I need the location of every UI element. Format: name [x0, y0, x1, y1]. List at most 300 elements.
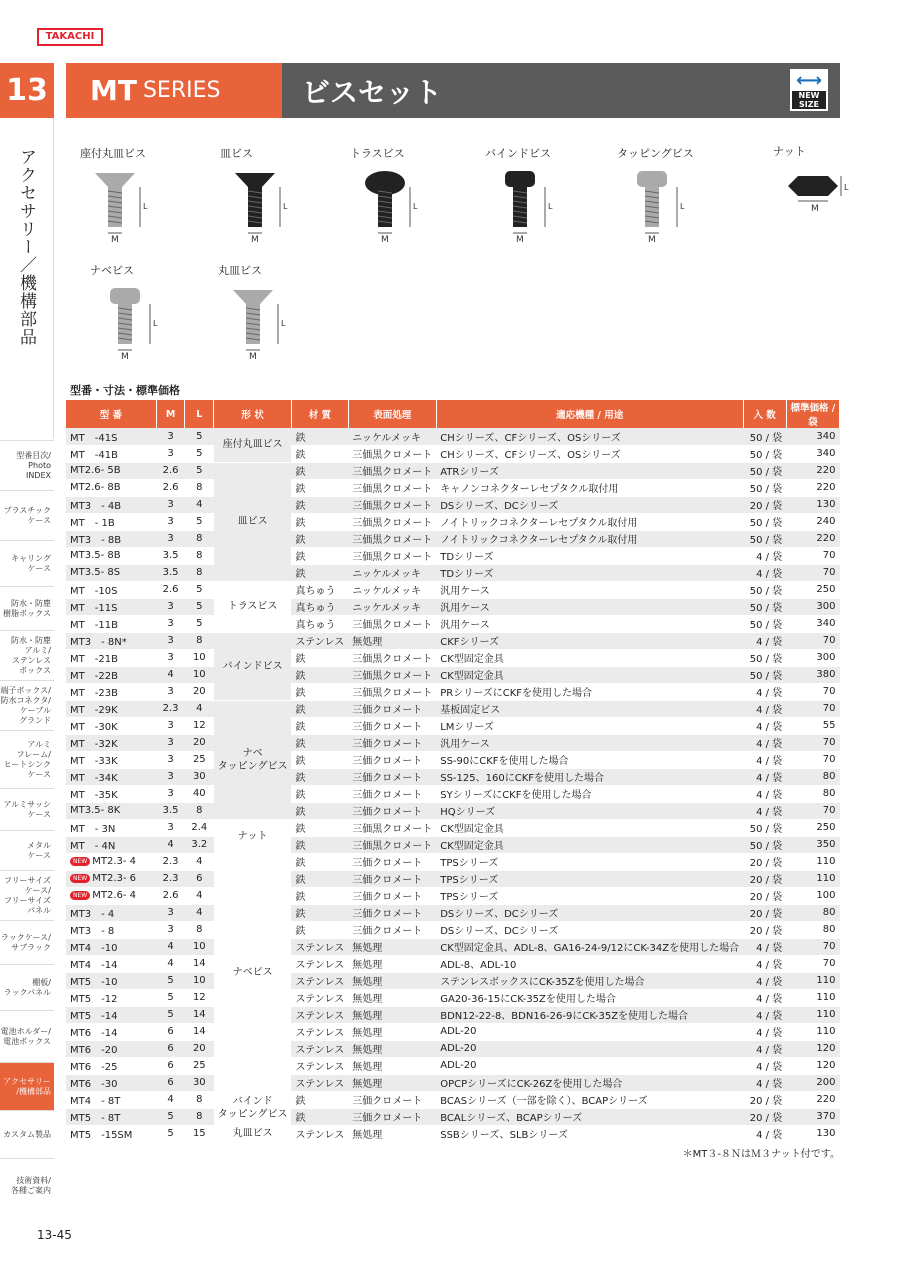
sidebar-item-label: 電池ホルダー/ 電池ボックス — [0, 1026, 51, 1046]
product-illustration — [90, 262, 190, 362]
cell-finish: ニッケルメッキ — [348, 428, 436, 445]
screw-icon — [230, 163, 300, 246]
cell-price: 80 — [786, 785, 839, 802]
column-header: 適応機種 / 用途 — [436, 400, 743, 428]
cell-price: 130 — [786, 1125, 839, 1142]
sidebar-item-8[interactable] — [0, 830, 54, 870]
sidebar-item-label: 棚板/ ラックパネル — [3, 977, 51, 997]
table-row — [66, 1040, 840, 1057]
sidebar — [0, 118, 54, 438]
cell-material: ステンレス — [291, 1006, 348, 1023]
column-header: 形 状 — [214, 400, 292, 428]
cell-m: 3 — [156, 632, 185, 649]
new-size-text: NEW SIZE — [792, 91, 826, 109]
cell-material: ステンレス — [291, 955, 348, 972]
cell-finish: 三価クロメート — [348, 870, 436, 887]
table-row — [66, 1006, 840, 1023]
cell-price: 70 — [786, 734, 839, 751]
svg-text:L: L — [153, 319, 158, 328]
table-row — [66, 1125, 840, 1142]
cell-model: MT3 - 8 — [66, 921, 156, 938]
cell-finish: 無処理 — [348, 632, 436, 649]
cell-finish: 三価クロメート — [348, 734, 436, 751]
product-illustration — [617, 145, 717, 245]
sidebar-item-14[interactable] — [0, 1110, 54, 1158]
cell-finish: 無処理 — [348, 1057, 436, 1074]
cell-material: 鉄 — [291, 496, 348, 513]
cell-l: 30 — [185, 1074, 214, 1091]
cell-m: 6 — [156, 1040, 185, 1057]
cell-m: 3 — [156, 649, 185, 666]
column-header: 表面処理 — [348, 400, 436, 428]
cell-m: 5 — [156, 989, 185, 1006]
cell-l: 10 — [185, 666, 214, 683]
sidebar-item-3[interactable] — [0, 586, 54, 630]
cell-finish: 三価クロメート — [348, 921, 436, 938]
cell-material: 鉄 — [291, 921, 348, 938]
cell-model: MT3.5- 8K — [66, 802, 156, 819]
cell-price: 100 — [786, 887, 839, 904]
cell-price: 80 — [786, 768, 839, 785]
cell-application: DSシリーズ、DCシリーズ — [436, 921, 743, 938]
cell-l: 5 — [185, 428, 214, 445]
table-row — [66, 1091, 840, 1108]
cell-l: 40 — [185, 785, 214, 802]
cell-l: 10 — [185, 649, 214, 666]
cell-price: 300 — [786, 649, 839, 666]
cell-m: 4 — [156, 666, 185, 683]
sidebar-item-11[interactable] — [0, 964, 54, 1010]
table-row — [66, 717, 840, 734]
table-row — [66, 462, 840, 479]
cell-m: 3 — [156, 904, 185, 921]
cell-finish: 無処理 — [348, 1074, 436, 1091]
table-row — [66, 564, 840, 581]
cell-material: 鉄 — [291, 547, 348, 564]
cell-l: 5 — [185, 581, 214, 598]
table-row — [66, 428, 840, 445]
cell-model: MT6 -20 — [66, 1040, 156, 1057]
cell-finish: 三価クロメート — [348, 904, 436, 921]
table-row — [66, 496, 840, 513]
cell-finish: ニッケルメッキ — [348, 564, 436, 581]
product-name: 皿ビス — [220, 147, 253, 160]
cell-l: 8 — [185, 479, 214, 496]
cell-finish: 三価黒クロメート — [348, 819, 436, 836]
sidebar-item-label: アルミサッシ ケース — [3, 799, 51, 819]
cell-finish: 三価黒クロメート — [348, 462, 436, 479]
sidebar-item-15[interactable] — [0, 1158, 54, 1213]
sidebar-item-6[interactable] — [0, 730, 54, 788]
cell-model: MT -21B — [66, 649, 156, 666]
cell-finish: 三価黒クロメート — [348, 513, 436, 530]
cell-application: BCASシリーズ（一部を除く）、BCAPシリーズ — [436, 1091, 743, 1108]
cell-finish: 三価黒クロメート — [348, 666, 436, 683]
cell-material: ステンレス — [291, 1074, 348, 1091]
column-header: 標準価格 / 袋 — [786, 400, 839, 428]
cell-finish: 無処理 — [348, 989, 436, 1006]
cell-m: 3 — [156, 530, 185, 547]
cell-model: MT4 -10 — [66, 938, 156, 955]
table-row — [66, 683, 840, 700]
cell-application: ATRシリーズ — [436, 462, 743, 479]
cell-material: ステンレス — [291, 989, 348, 1006]
cell-quantity: 4 / 袋 — [743, 972, 786, 989]
cell-material: 鉄 — [291, 683, 348, 700]
sidebar-item-10[interactable] — [0, 920, 54, 964]
cell-application: CK型固定金具 — [436, 836, 743, 853]
cell-application: ADL-20 — [436, 1057, 743, 1074]
chapter-number: 13 — [0, 63, 54, 118]
table-row — [66, 989, 840, 1006]
cell-finish: 三価黒クロメート — [348, 496, 436, 513]
cell-l: 20 — [185, 1040, 214, 1057]
cell-l: 4 — [185, 904, 214, 921]
cell-finish: 三価クロメート — [348, 1108, 436, 1125]
cell-shape: ナベ タッピングビス — [214, 700, 292, 819]
cell-shape: ナベビス — [214, 853, 292, 1091]
cell-l: 8 — [185, 802, 214, 819]
cell-price: 200 — [786, 1074, 839, 1091]
cell-quantity: 4 / 袋 — [743, 785, 786, 802]
page-header — [66, 63, 840, 118]
cell-shape: 皿ビス — [214, 462, 292, 581]
sidebar-item-4[interactable] — [0, 630, 54, 680]
cell-finish: 三価黒クロメート — [348, 683, 436, 700]
cell-material: ステンレス — [291, 938, 348, 955]
cell-application: CHシリーズ、CFシリーズ、OSシリーズ — [436, 445, 743, 462]
sidebar-item-12[interactable] — [0, 1010, 54, 1062]
cell-l: 14 — [185, 1023, 214, 1040]
product-name: ナット — [773, 145, 806, 158]
svg-text:L: L — [548, 202, 553, 211]
cell-m: 5 — [156, 972, 185, 989]
table-row — [66, 802, 840, 819]
cell-finish: ニッケルメッキ — [348, 581, 436, 598]
screw-icon — [228, 280, 298, 363]
cell-model: MT5 -15SM — [66, 1125, 156, 1142]
sidebar-item-label: フリーサイズ ケース/ フリーサイズ パネル — [3, 875, 51, 915]
cell-quantity: 20 / 袋 — [743, 1091, 786, 1108]
cell-quantity: 4 / 袋 — [743, 1006, 786, 1023]
cell-application: SS-90にCKFを使用した場合 — [436, 751, 743, 768]
cell-material: 鉄 — [291, 666, 348, 683]
cell-model: MT -23B — [66, 683, 156, 700]
series-mt: MT — [90, 74, 137, 107]
table-row — [66, 1108, 840, 1125]
cell-finish: 無処理 — [348, 972, 436, 989]
table-row — [66, 547, 840, 564]
cell-application: GA20-36-15にCK-35Zを使用した場合 — [436, 989, 743, 1006]
product-illustration — [220, 145, 320, 245]
cell-l: 30 — [185, 768, 214, 785]
sidebar-item-label: キャリング ケース — [11, 553, 51, 573]
cell-application: CK型固定金具 — [436, 819, 743, 836]
cell-finish: 三価クロメート — [348, 751, 436, 768]
sidebar-item-5[interactable] — [0, 680, 54, 730]
cell-model: NEW MT2.3- 4 — [66, 853, 156, 870]
table-row — [66, 1074, 840, 1091]
cell-application: TDシリーズ — [436, 547, 743, 564]
cell-l: 4 — [185, 496, 214, 513]
cell-quantity: 4 / 袋 — [743, 751, 786, 768]
cell-material: 鉄 — [291, 649, 348, 666]
cell-price: 70 — [786, 955, 839, 972]
cell-finish: 無処理 — [348, 938, 436, 955]
cell-application: CHシリーズ、CFシリーズ、OSシリーズ — [436, 428, 743, 445]
cell-model: MT2.6- 8B — [66, 479, 156, 496]
cell-model: MT5 -14 — [66, 1006, 156, 1023]
cell-l: 14 — [185, 955, 214, 972]
cell-price: 80 — [786, 904, 839, 921]
svg-text:L: L — [844, 183, 849, 192]
table-row — [66, 445, 840, 462]
cell-quantity: 4 / 袋 — [743, 700, 786, 717]
cell-application: TPSシリーズ — [436, 887, 743, 904]
cell-material: 鉄 — [291, 870, 348, 887]
cell-finish: 無処理 — [348, 1006, 436, 1023]
cell-l: 5 — [185, 462, 214, 479]
cell-l: 5 — [185, 615, 214, 632]
sidebar-item-label: カスタム製品 — [3, 1129, 51, 1139]
cell-finish: 三価クロメート — [348, 887, 436, 904]
cell-material: 鉄 — [291, 853, 348, 870]
cell-quantity: 20 / 袋 — [743, 496, 786, 513]
cell-quantity: 4 / 袋 — [743, 989, 786, 1006]
cell-quantity: 50 / 袋 — [743, 615, 786, 632]
cell-quantity: 50 / 袋 — [743, 819, 786, 836]
cell-finish: 三価クロメート — [348, 1091, 436, 1108]
cell-shape: 丸皿ビス — [214, 1125, 292, 1142]
sidebar-item-label: プラスチック ケース — [3, 505, 51, 525]
cell-material: 鉄 — [291, 768, 348, 785]
cell-shape: トラスビス — [214, 581, 292, 632]
cell-finish: 三価黒クロメート — [348, 445, 436, 462]
cell-finish: 三価クロメート — [348, 785, 436, 802]
screw-icon — [360, 163, 430, 246]
table-row — [66, 938, 840, 955]
screw-icon — [100, 280, 170, 363]
cell-m: 4 — [156, 1091, 185, 1108]
cell-quantity: 4 / 袋 — [743, 734, 786, 751]
cell-model: MT4 -14 — [66, 955, 156, 972]
svg-text:M: M — [249, 352, 257, 360]
sidebar-item-13[interactable] — [0, 1062, 54, 1110]
table-row — [66, 904, 840, 921]
cell-application: SYシリーズにCKFを使用した場合 — [436, 785, 743, 802]
cell-model: MT6 -30 — [66, 1074, 156, 1091]
cell-l: 8 — [185, 547, 214, 564]
cell-model: MT2.6- 5B — [66, 462, 156, 479]
cell-m: 3 — [156, 819, 185, 836]
cell-finish: 三価クロメート — [348, 717, 436, 734]
cell-l: 3.2 — [185, 836, 214, 853]
cell-application: HQシリーズ — [436, 802, 743, 819]
product-illustration — [80, 145, 180, 245]
cell-model: MT -11S — [66, 598, 156, 615]
cell-l: 25 — [185, 1057, 214, 1074]
cell-l: 14 — [185, 1006, 214, 1023]
cell-application: TPSシリーズ — [436, 870, 743, 887]
cell-material: 鉄 — [291, 1091, 348, 1108]
cell-m: 3 — [156, 785, 185, 802]
cell-finish: 無処理 — [348, 1023, 436, 1040]
table-row — [66, 513, 840, 530]
cell-price: 220 — [786, 1091, 839, 1108]
cell-price: 340 — [786, 428, 839, 445]
cell-material: 鉄 — [291, 700, 348, 717]
cell-l: 5 — [185, 598, 214, 615]
cell-material: 鉄 — [291, 819, 348, 836]
cell-price: 70 — [786, 700, 839, 717]
sidebar-current-label: アクセサリー／機構部品 — [16, 148, 36, 346]
column-header: 型 番 — [66, 400, 156, 428]
cell-price: 110 — [786, 972, 839, 989]
cell-price: 220 — [786, 479, 839, 496]
cell-m: 2.6 — [156, 479, 185, 496]
cell-material: 鉄 — [291, 751, 348, 768]
cell-shape: バインド タッピングビス — [214, 1091, 292, 1125]
cell-l: 10 — [185, 938, 214, 955]
cell-application: ノイトリックコネクターレセプタクル取付用 — [436, 530, 743, 547]
cell-finish: 無処理 — [348, 1040, 436, 1057]
cell-application: BDN12-22-8、BDN16-26-9にCK-35Zを使用した場合 — [436, 1006, 743, 1023]
cell-application: DSシリーズ、DCシリーズ — [436, 904, 743, 921]
svg-text:M: M — [648, 235, 656, 243]
cell-price: 55 — [786, 717, 839, 734]
cell-material: 鉄 — [291, 785, 348, 802]
cell-shape: 座付丸皿ビス — [214, 428, 292, 462]
cell-price: 120 — [786, 1057, 839, 1074]
product-name: 丸皿ビス — [218, 264, 262, 277]
cell-material: ステンレス — [291, 1125, 348, 1142]
svg-text:L: L — [283, 202, 288, 211]
cell-l: 5 — [185, 513, 214, 530]
table-row — [66, 870, 840, 887]
cell-model: MT -11B — [66, 615, 156, 632]
product-name: バインドビス — [485, 147, 551, 160]
cell-quantity: 20 / 袋 — [743, 870, 786, 887]
sidebar-item-label: アルミ フレーム/ ヒートシンク ケース — [3, 739, 51, 779]
sidebar-item-9[interactable] — [0, 870, 54, 920]
sidebar-item-label: 型番目次/ Photo INDEX — [16, 450, 51, 480]
cell-price: 340 — [786, 615, 839, 632]
cell-finish: ニッケルメッキ — [348, 598, 436, 615]
cell-application: PRシリーズにCKFを使用した場合 — [436, 683, 743, 700]
cell-quantity: 50 / 袋 — [743, 598, 786, 615]
cell-quantity: 50 / 袋 — [743, 428, 786, 445]
product-illustration — [350, 145, 450, 245]
cell-finish: 三価クロメート — [348, 853, 436, 870]
cell-quantity: 20 / 袋 — [743, 904, 786, 921]
cell-material: 鉄 — [291, 836, 348, 853]
cell-quantity: 4 / 袋 — [743, 955, 786, 972]
cell-quantity: 4 / 袋 — [743, 547, 786, 564]
cell-model: MT -35K — [66, 785, 156, 802]
table-row — [66, 853, 840, 870]
cell-l: 8 — [185, 1091, 214, 1108]
cell-l: 4 — [185, 700, 214, 717]
cell-model: MT6 -25 — [66, 1057, 156, 1074]
cell-quantity: 20 / 袋 — [743, 921, 786, 938]
table-row — [66, 1057, 840, 1074]
cell-quantity: 4 / 袋 — [743, 1040, 786, 1057]
cell-quantity: 50 / 袋 — [743, 581, 786, 598]
cell-quantity: 50 / 袋 — [743, 445, 786, 462]
cell-price: 110 — [786, 1006, 839, 1023]
svg-text:L: L — [413, 202, 418, 211]
table-row — [66, 836, 840, 853]
cell-m: 2.6 — [156, 887, 185, 904]
cell-l: 8 — [185, 530, 214, 547]
cell-finish: 三価黒クロメート — [348, 547, 436, 564]
cell-m: 3 — [156, 683, 185, 700]
cell-application: ADL-20 — [436, 1040, 743, 1057]
cell-quantity: 4 / 袋 — [743, 802, 786, 819]
sidebar-item-0[interactable] — [0, 440, 54, 490]
cell-quantity: 4 / 袋 — [743, 1074, 786, 1091]
cell-application: 基板固定ビス — [436, 700, 743, 717]
cell-m: 3 — [156, 598, 185, 615]
cell-application: ノイトリックコネクターレセプタクル取付用 — [436, 513, 743, 530]
svg-text:M: M — [251, 235, 259, 243]
product-illustration — [218, 262, 318, 362]
cell-finish: 三価黒クロメート — [348, 479, 436, 496]
cell-model: MT5 -12 — [66, 989, 156, 1006]
cell-quantity: 50 / 袋 — [743, 462, 786, 479]
cell-price: 220 — [786, 530, 839, 547]
cell-material: 鉄 — [291, 802, 348, 819]
cell-material: ステンレス — [291, 972, 348, 989]
cell-finish: 三価クロメート — [348, 802, 436, 819]
sidebar-item-1[interactable] — [0, 490, 54, 540]
cell-l: 5 — [185, 445, 214, 462]
cell-l: 8 — [185, 564, 214, 581]
sidebar-item-7[interactable] — [0, 788, 54, 830]
cell-material: 鉄 — [291, 717, 348, 734]
cell-price: 380 — [786, 666, 839, 683]
cell-finish: 三価黒クロメート — [348, 836, 436, 853]
cell-m: 5 — [156, 1108, 185, 1125]
sidebar-item-2[interactable] — [0, 540, 54, 586]
cell-m: 3 — [156, 717, 185, 734]
table-row — [66, 632, 840, 649]
product-illustration — [773, 143, 873, 243]
cell-quantity: 50 / 袋 — [743, 836, 786, 853]
cell-material: 真ちゅう — [291, 615, 348, 632]
cell-price: 120 — [786, 1040, 839, 1057]
cell-model: MT - 4N — [66, 836, 156, 853]
cell-model: MT3 - 8N* — [66, 632, 156, 649]
cell-material: 真ちゅう — [291, 581, 348, 598]
cell-model: MT3 - 4B — [66, 496, 156, 513]
cell-application: CK型固定金具、ADL-8、GA16-24-9/12にCK-34Zを使用した場合 — [436, 938, 743, 955]
cell-price: 250 — [786, 581, 839, 598]
cell-quantity: 50 / 袋 — [743, 479, 786, 496]
cell-application: SS-125、160にCKFを使用した場合 — [436, 768, 743, 785]
cell-l: 8 — [185, 1108, 214, 1125]
cell-m: 3.5 — [156, 802, 185, 819]
cell-l: 15 — [185, 1125, 214, 1142]
cell-l: 20 — [185, 683, 214, 700]
series-title — [66, 63, 282, 118]
cell-m: 3 — [156, 428, 185, 445]
cell-material: 鉄 — [291, 445, 348, 462]
cell-material: ステンレス — [291, 632, 348, 649]
svg-text:L: L — [680, 202, 685, 211]
table-row — [66, 955, 840, 972]
sidebar-item-label: 技術資料/ 各種ご案内 — [11, 1176, 51, 1195]
